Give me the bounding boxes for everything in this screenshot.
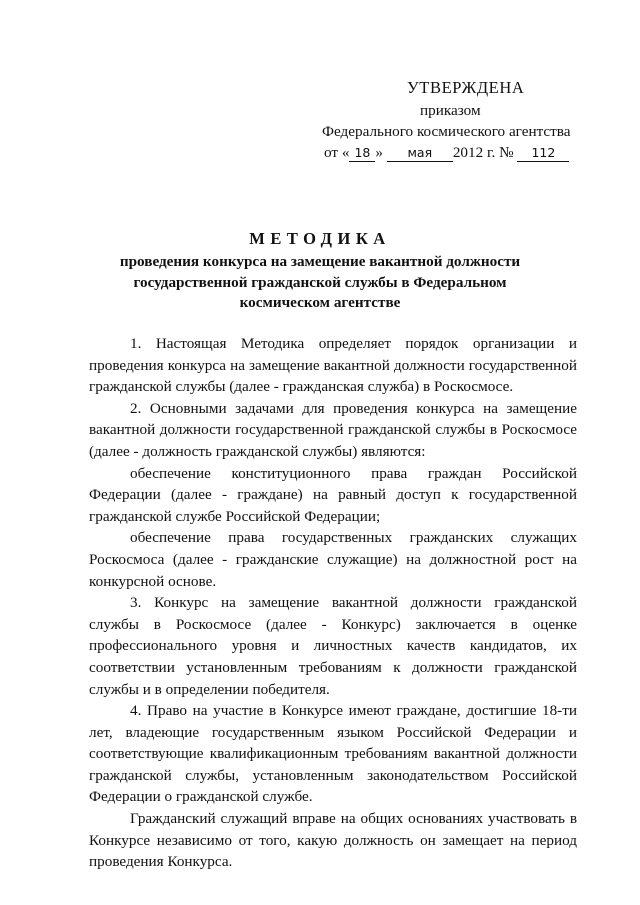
subtitle-line: космическом агентстве [239, 294, 401, 311]
approval-block [300, 76, 600, 163]
approval-order-label: приказом [420, 102, 481, 119]
approval-heading: УТВЕРЖДЕНА [407, 78, 525, 97]
date-month: мая [387, 145, 453, 162]
subtitle-line: государственной гражданской службы в Федеральном [133, 273, 507, 291]
paragraph-1: 1. Настоящая Методика определяет порядок организации и проведения конкурса на замещение вакантной должности государственной гражданской службы (далее - гражданская служба) в Роскосмосе. [89, 335, 577, 396]
paragraph-2-item-1: обеспечение конституционного права граждан Российской Федерации (далее - граждане) на равный доступ к государственной гражданской службе Российской Федерации; [89, 464, 577, 525]
date-year: 2012 г. № [452, 144, 514, 161]
date-prefix: от « [324, 144, 350, 161]
paragraph-4: 4. Право на участие в Конкурсе имеют граждане, достигшие 18-ти лет, владеющие государственным языком Российской Федерации и соответствующие квалификационным требованиям вакантной должности гражданской службы, установленным законодательством Российской Федерации о гражданской службе. [89, 702, 577, 806]
subtitle-line: проведения конкурса на замещение вакантной должности [119, 253, 521, 270]
paragraph-3: 3. Конкурс на замещение вакантной должности гражданской службы в Роскосмосе (далее - Конкурс) заключается в оценке профессионального уровня и личностных качеств кандидатов, их соответствии установленным требованиям к должности гражданской службы и в определении победителя. [89, 594, 577, 698]
document-body [89, 333, 577, 873]
document-title: МЕТОДИКА [249, 229, 391, 248]
approval-date-line [324, 142, 600, 163]
document-subtitle [0, 252, 640, 314]
approval-agency: Федерального космического агентства [322, 123, 571, 140]
date-mid: » [375, 144, 384, 161]
date-day: 18 [349, 145, 375, 162]
paragraph-4-note: Гражданский служащий вправе на общих основаниях участвовать в Конкурсе независимо от того, какую должность он замещает на период проведения Конкурса. [89, 810, 577, 871]
paragraph-2-item-2: обеспечение права государственных гражданских служащих Роскосмоса (далее - гражданские служащие) на должностной рост на конкурсной основе. [89, 529, 577, 590]
paragraph-2: 2. Основными задачами для проведения конкурса на замещение вакантной должности государственной гражданской службы в Роскосмосе (далее - должность гражданской службы) являются: [89, 399, 577, 460]
order-number: 112 [517, 145, 569, 162]
